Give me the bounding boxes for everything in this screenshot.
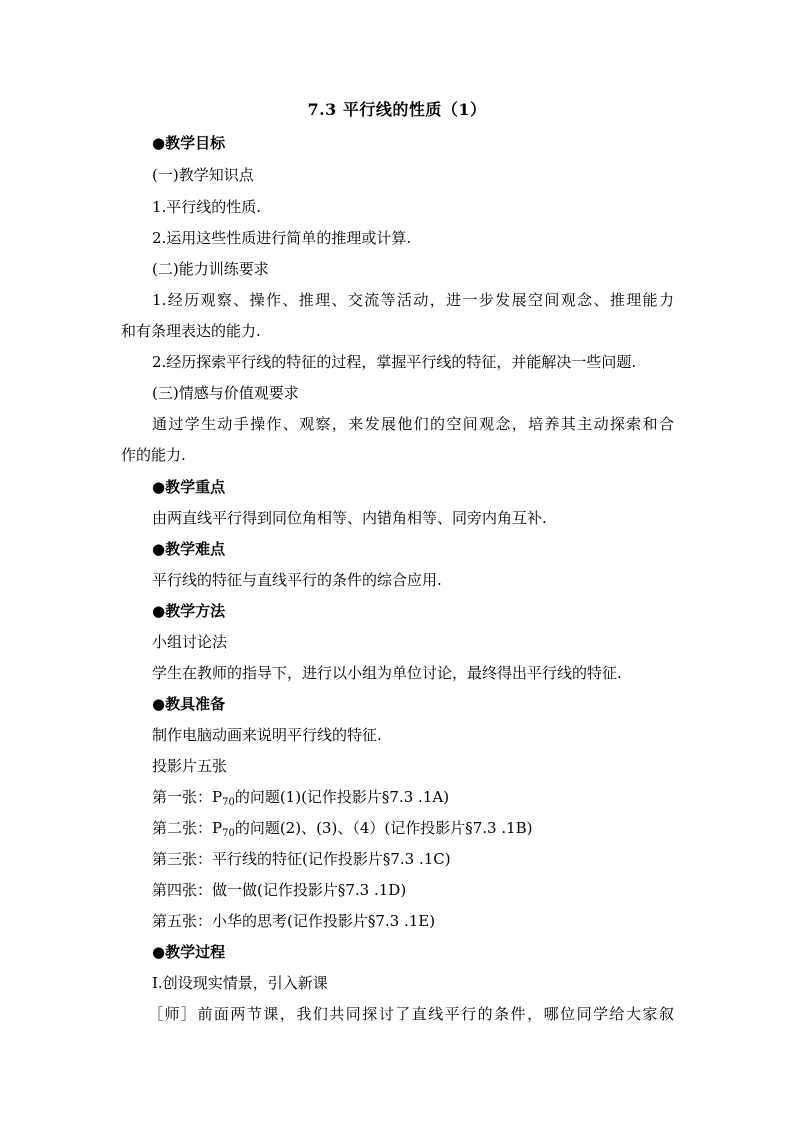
slides-heading: 投影片五张 [152,757,228,775]
goals-heading: ●教学目标 [152,134,226,152]
slide-1-subscript: 70 [222,797,235,808]
emotion-text-line1: 通过学生动手操作、观察，来发展他们的空间观念，培养其主动探索和合 [152,415,674,433]
knowledge-item-1: 1.平行线的性质. [152,198,262,216]
key-point-text: 由两直线平行得到同位角相等、内错角相等、同旁内角互补. [152,509,547,527]
key-point-heading: ●教学重点 [152,478,226,496]
tools-heading: ●教具准备 [152,695,226,713]
ability-item-1-line2: 和有条理表达的能力. [121,322,261,340]
page-title: 7.3 平行线的性质（1） [307,100,487,119]
slide-1-prefix: 第一张：P [152,788,223,806]
ability-item-2: 2.经历探索平行线的特征的过程，掌握平行线的特征，并能解决一些问题. [152,353,637,371]
method-heading: ●教学方法 [152,602,226,620]
method-name: 小组讨论法 [152,633,228,651]
slide-4: 第四张：做一做(记作投影片§7.3 .1D) [152,881,407,899]
knowledge-heading: (一)教学知识点 [152,166,254,184]
slide-1 [152,786,449,808]
ability-item-1-line1: 1.经历观察、操作、推理、交流等活动，进一步发展空间观念、推理能力 [152,291,674,309]
method-text: 学生在教师的指导下，进行以小组为单位讨论，最终得出平行线的特征. [152,664,622,682]
slide-1-suffix: 的问题(1)(记作投影片§7.3 .1A) [234,788,450,806]
slide-2-suffix: 的问题(2)、(3)、（4）(记作投影片§7.3 .1B) [234,819,533,837]
process-heading: ●教学过程 [152,943,226,961]
knowledge-item-2: 2.运用这些性质进行简单的推理或计算. [152,229,412,247]
process-teacher-line: ［师］前面两节课，我们共同探讨了直线平行的条件，哪位同学给大家叙 [148,1005,674,1023]
slide-2-subscript: 70 [222,828,235,839]
process-step-1: Ⅰ.创设现实情景，引入新课 [152,974,328,992]
slide-2-prefix: 第二张：P [152,819,223,837]
slide-5: 第五张：小华的思考(记作投影片§7.3 .1E) [152,912,436,930]
difficulty-text: 平行线的特征与直线平行的条件的综合应用. [152,571,442,589]
emotion-heading: (三)情感与价值观要求 [152,384,299,402]
tools-text: 制作电脑动画来说明平行线的特征. [152,726,382,744]
ability-heading: (二)能力训练要求 [152,260,269,278]
slide-3: 第三张：平行线的特征(记作投影片§7.3 .1C) [152,850,451,868]
slide-2 [152,817,533,839]
difficulty-heading: ●教学难点 [152,540,226,558]
emotion-text-line2: 作的能力. [121,446,186,464]
